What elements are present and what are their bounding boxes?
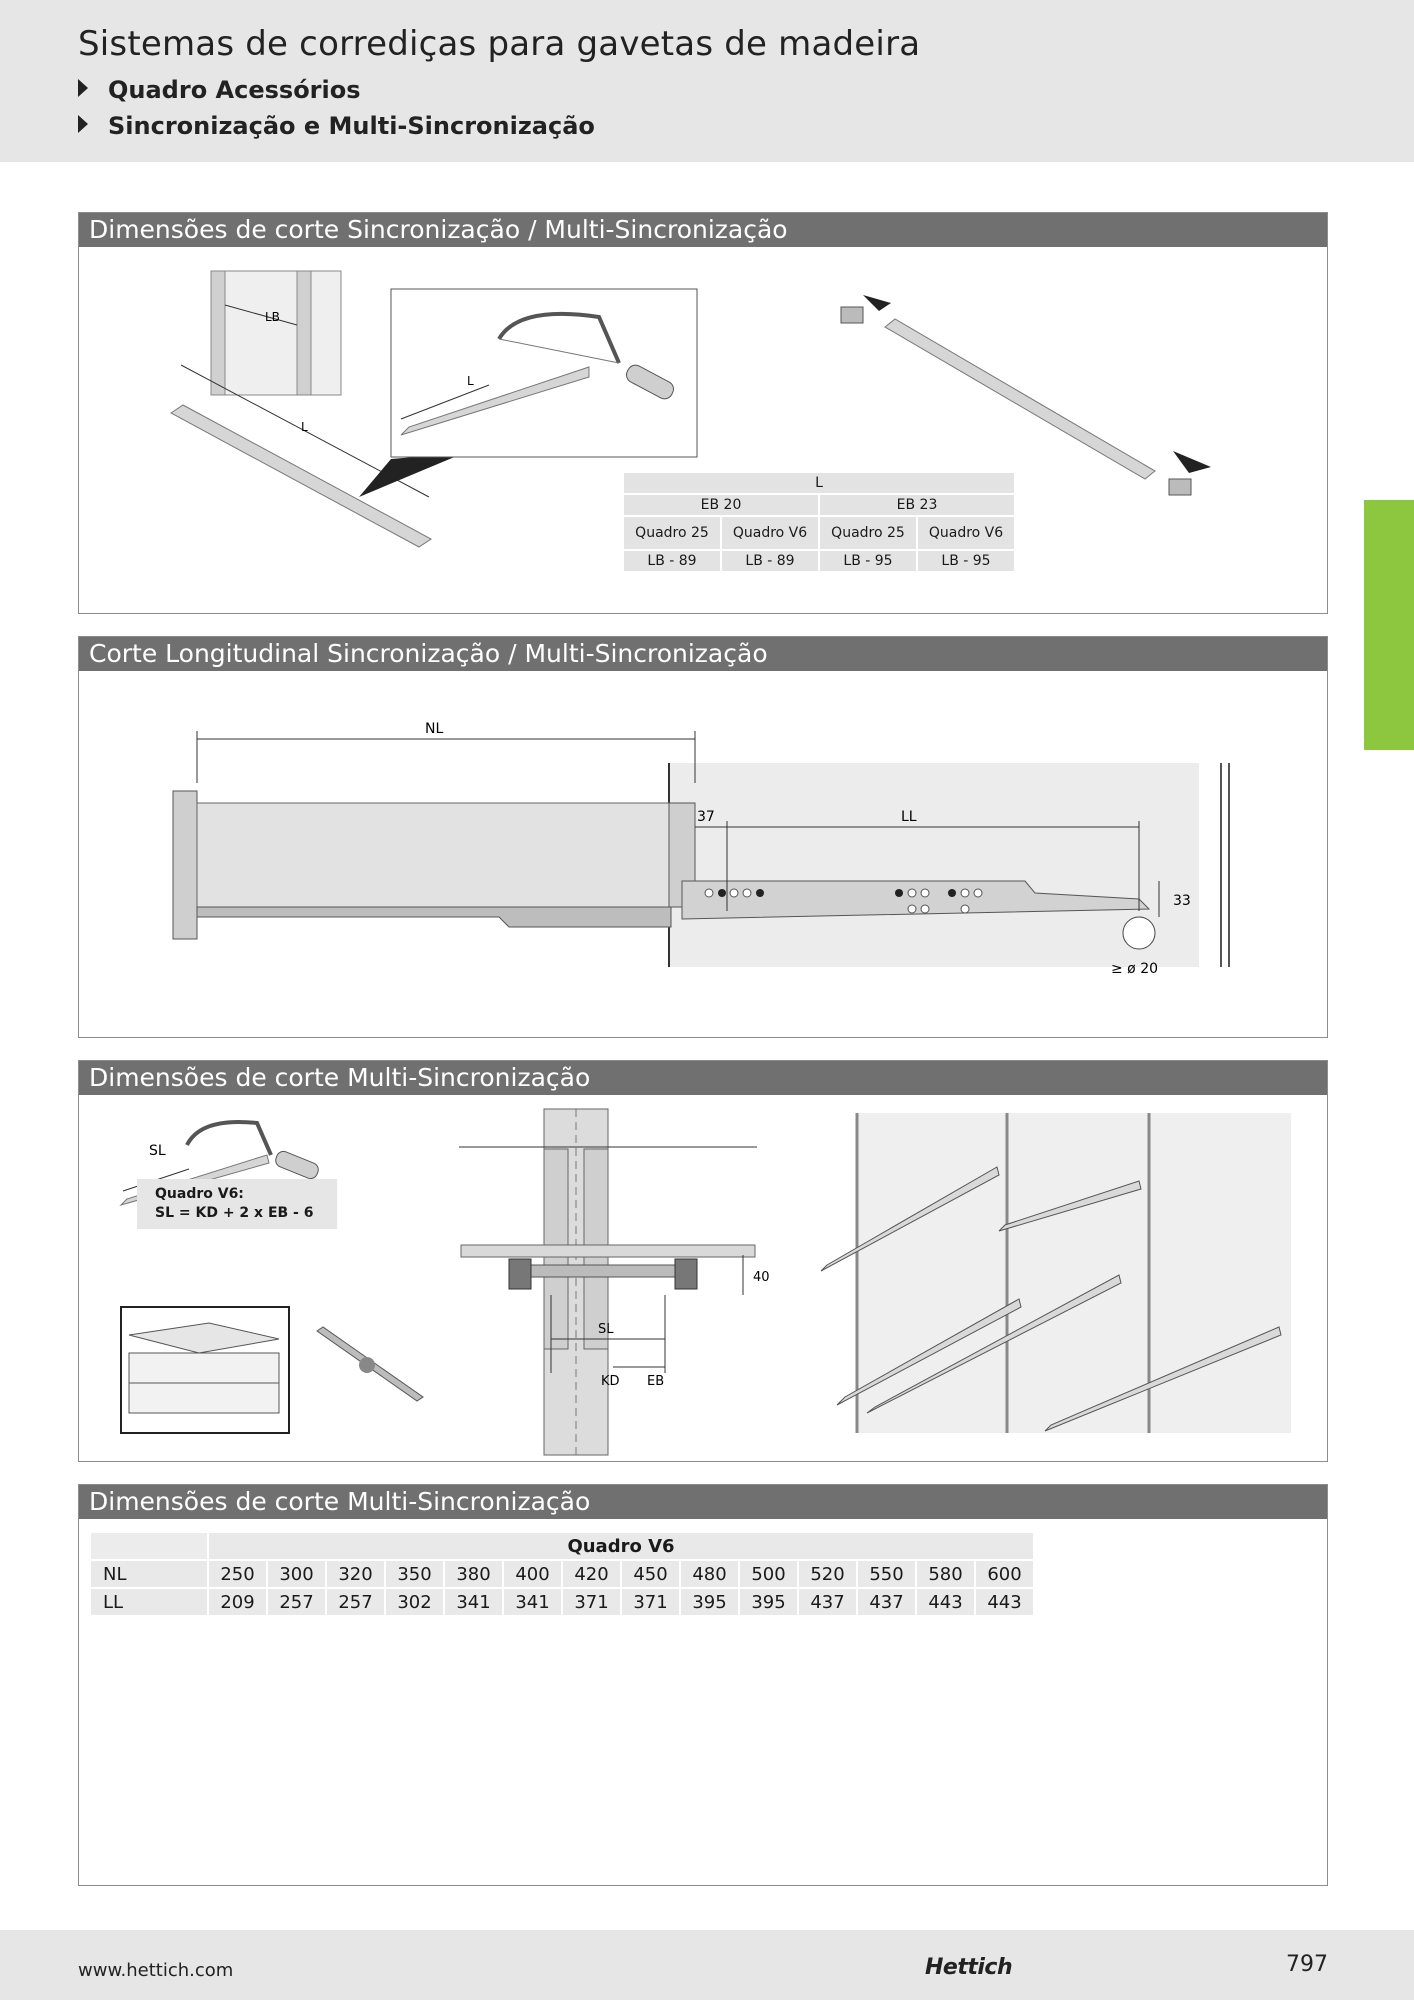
table-cell: 250: [209, 1561, 266, 1587]
table-cell: 443: [976, 1589, 1033, 1615]
table-cell: 341: [445, 1589, 502, 1615]
formula-line: SL = KD + 2 x EB - 6: [155, 1205, 314, 1221]
table-cell: 450: [622, 1561, 679, 1587]
panel-multi-sync-cut: [78, 1060, 1328, 1462]
table-cell: LB - 89: [722, 551, 818, 571]
nav-link-label: Sincronização e Multi-Sincronização: [108, 112, 595, 140]
table-row: [91, 1561, 1033, 1587]
triangle-right-icon: [78, 79, 88, 97]
label-37: 37: [697, 809, 715, 825]
nl-ll-table: [89, 1531, 1035, 1617]
table-cell: 380: [445, 1561, 502, 1587]
label-diameter: ≥ ø 20: [1111, 961, 1159, 977]
footer-url-link[interactable]: www.hettich.com: [78, 1960, 234, 1981]
table-cell: 320: [327, 1561, 384, 1587]
row-label: LL: [91, 1589, 207, 1615]
table-corner: [91, 1533, 207, 1559]
hettich-logo: Hettich: [925, 1955, 1013, 1980]
label-l: L: [301, 420, 308, 434]
panel-title: Dimensões de corte Sincronização / Multi-Sincronização: [79, 213, 1327, 247]
page-header: [0, 0, 1414, 162]
table-cell: 550: [858, 1561, 915, 1587]
panel-title: Corte Longitudinal Sincronização / Multi-Sincronização: [79, 637, 1327, 671]
label-sl: SL: [598, 1322, 614, 1337]
table-cell: 300: [268, 1561, 325, 1587]
label-sl-saw: SL: [149, 1143, 166, 1159]
formula-box: [137, 1179, 337, 1229]
table-group: EB 20: [624, 495, 818, 515]
label-33: 33: [1173, 893, 1191, 909]
nav-link-label: Quadro Acessórios: [108, 76, 361, 104]
table-cell: 395: [681, 1589, 738, 1615]
label-lb: LB: [265, 310, 280, 324]
triangle-right-icon: [78, 115, 88, 133]
table-cell: 580: [917, 1561, 974, 1587]
section-color-tab: [1364, 500, 1414, 750]
table-cell: 302: [386, 1589, 443, 1615]
table-cell: 443: [917, 1589, 974, 1615]
table-col-header: Quadro 25: [820, 517, 916, 549]
formula-line: Quadro V6:: [155, 1186, 244, 1202]
table-cell: 437: [799, 1589, 856, 1615]
panel-longitudinal-cut: [78, 636, 1328, 1038]
page-title: Sistemas de corrediças para gavetas de madeira: [78, 24, 921, 64]
label-eb: EB: [647, 1374, 665, 1389]
nav-link-quadro-acessorios[interactable]: [78, 76, 361, 104]
table-cell: 209: [209, 1589, 266, 1615]
page-number: 797: [1286, 1952, 1328, 1977]
table-cell: 350: [386, 1561, 443, 1587]
label-l-inset: L: [467, 374, 474, 388]
table-col-header: Quadro V6: [722, 517, 818, 549]
multi-sync-diagram: [79, 1095, 1327, 1461]
table-cell: 257: [268, 1589, 325, 1615]
table-cell: 400: [504, 1561, 561, 1587]
nav-link-sincronizacao[interactable]: [78, 112, 595, 140]
label-nl: NL: [425, 721, 444, 737]
table-header: Quadro V6: [209, 1533, 1033, 1559]
panel-multi-sync-table: [78, 1484, 1328, 1886]
table-cell: 600: [976, 1561, 1033, 1587]
table-row: [91, 1589, 1033, 1615]
table-cell: 341: [504, 1589, 561, 1615]
panel-cutting-sync: [78, 212, 1328, 614]
table-col-header: Quadro 25: [624, 517, 720, 549]
table-cell: LB - 95: [918, 551, 1014, 571]
table-cell: 371: [563, 1589, 620, 1615]
label-kd: KD: [601, 1374, 620, 1389]
longitudinal-diagram: [79, 671, 1327, 1037]
table-cell: 437: [858, 1589, 915, 1615]
panel-title: Dimensões de corte Multi-Sincronização: [79, 1485, 1327, 1519]
table-group: EB 23: [820, 495, 1014, 515]
cutting-length-table: [622, 471, 1016, 573]
table-header: L: [624, 473, 1014, 493]
table-cell: 520: [799, 1561, 856, 1587]
label-ll: LL: [901, 809, 917, 825]
table-cell: LB - 89: [624, 551, 720, 571]
table-col-header: Quadro V6: [918, 517, 1014, 549]
table-cell: 420: [563, 1561, 620, 1587]
table-cell: 480: [681, 1561, 738, 1587]
table-cell: 371: [622, 1589, 679, 1615]
table-cell: 257: [327, 1589, 384, 1615]
table-cell: 395: [740, 1589, 797, 1615]
table-cell: LB - 95: [820, 551, 916, 571]
row-label: NL: [91, 1561, 207, 1587]
table-cell: 500: [740, 1561, 797, 1587]
label-40: 40: [753, 1270, 770, 1285]
panel-title: Dimensões de corte Multi-Sincronização: [79, 1061, 1327, 1095]
